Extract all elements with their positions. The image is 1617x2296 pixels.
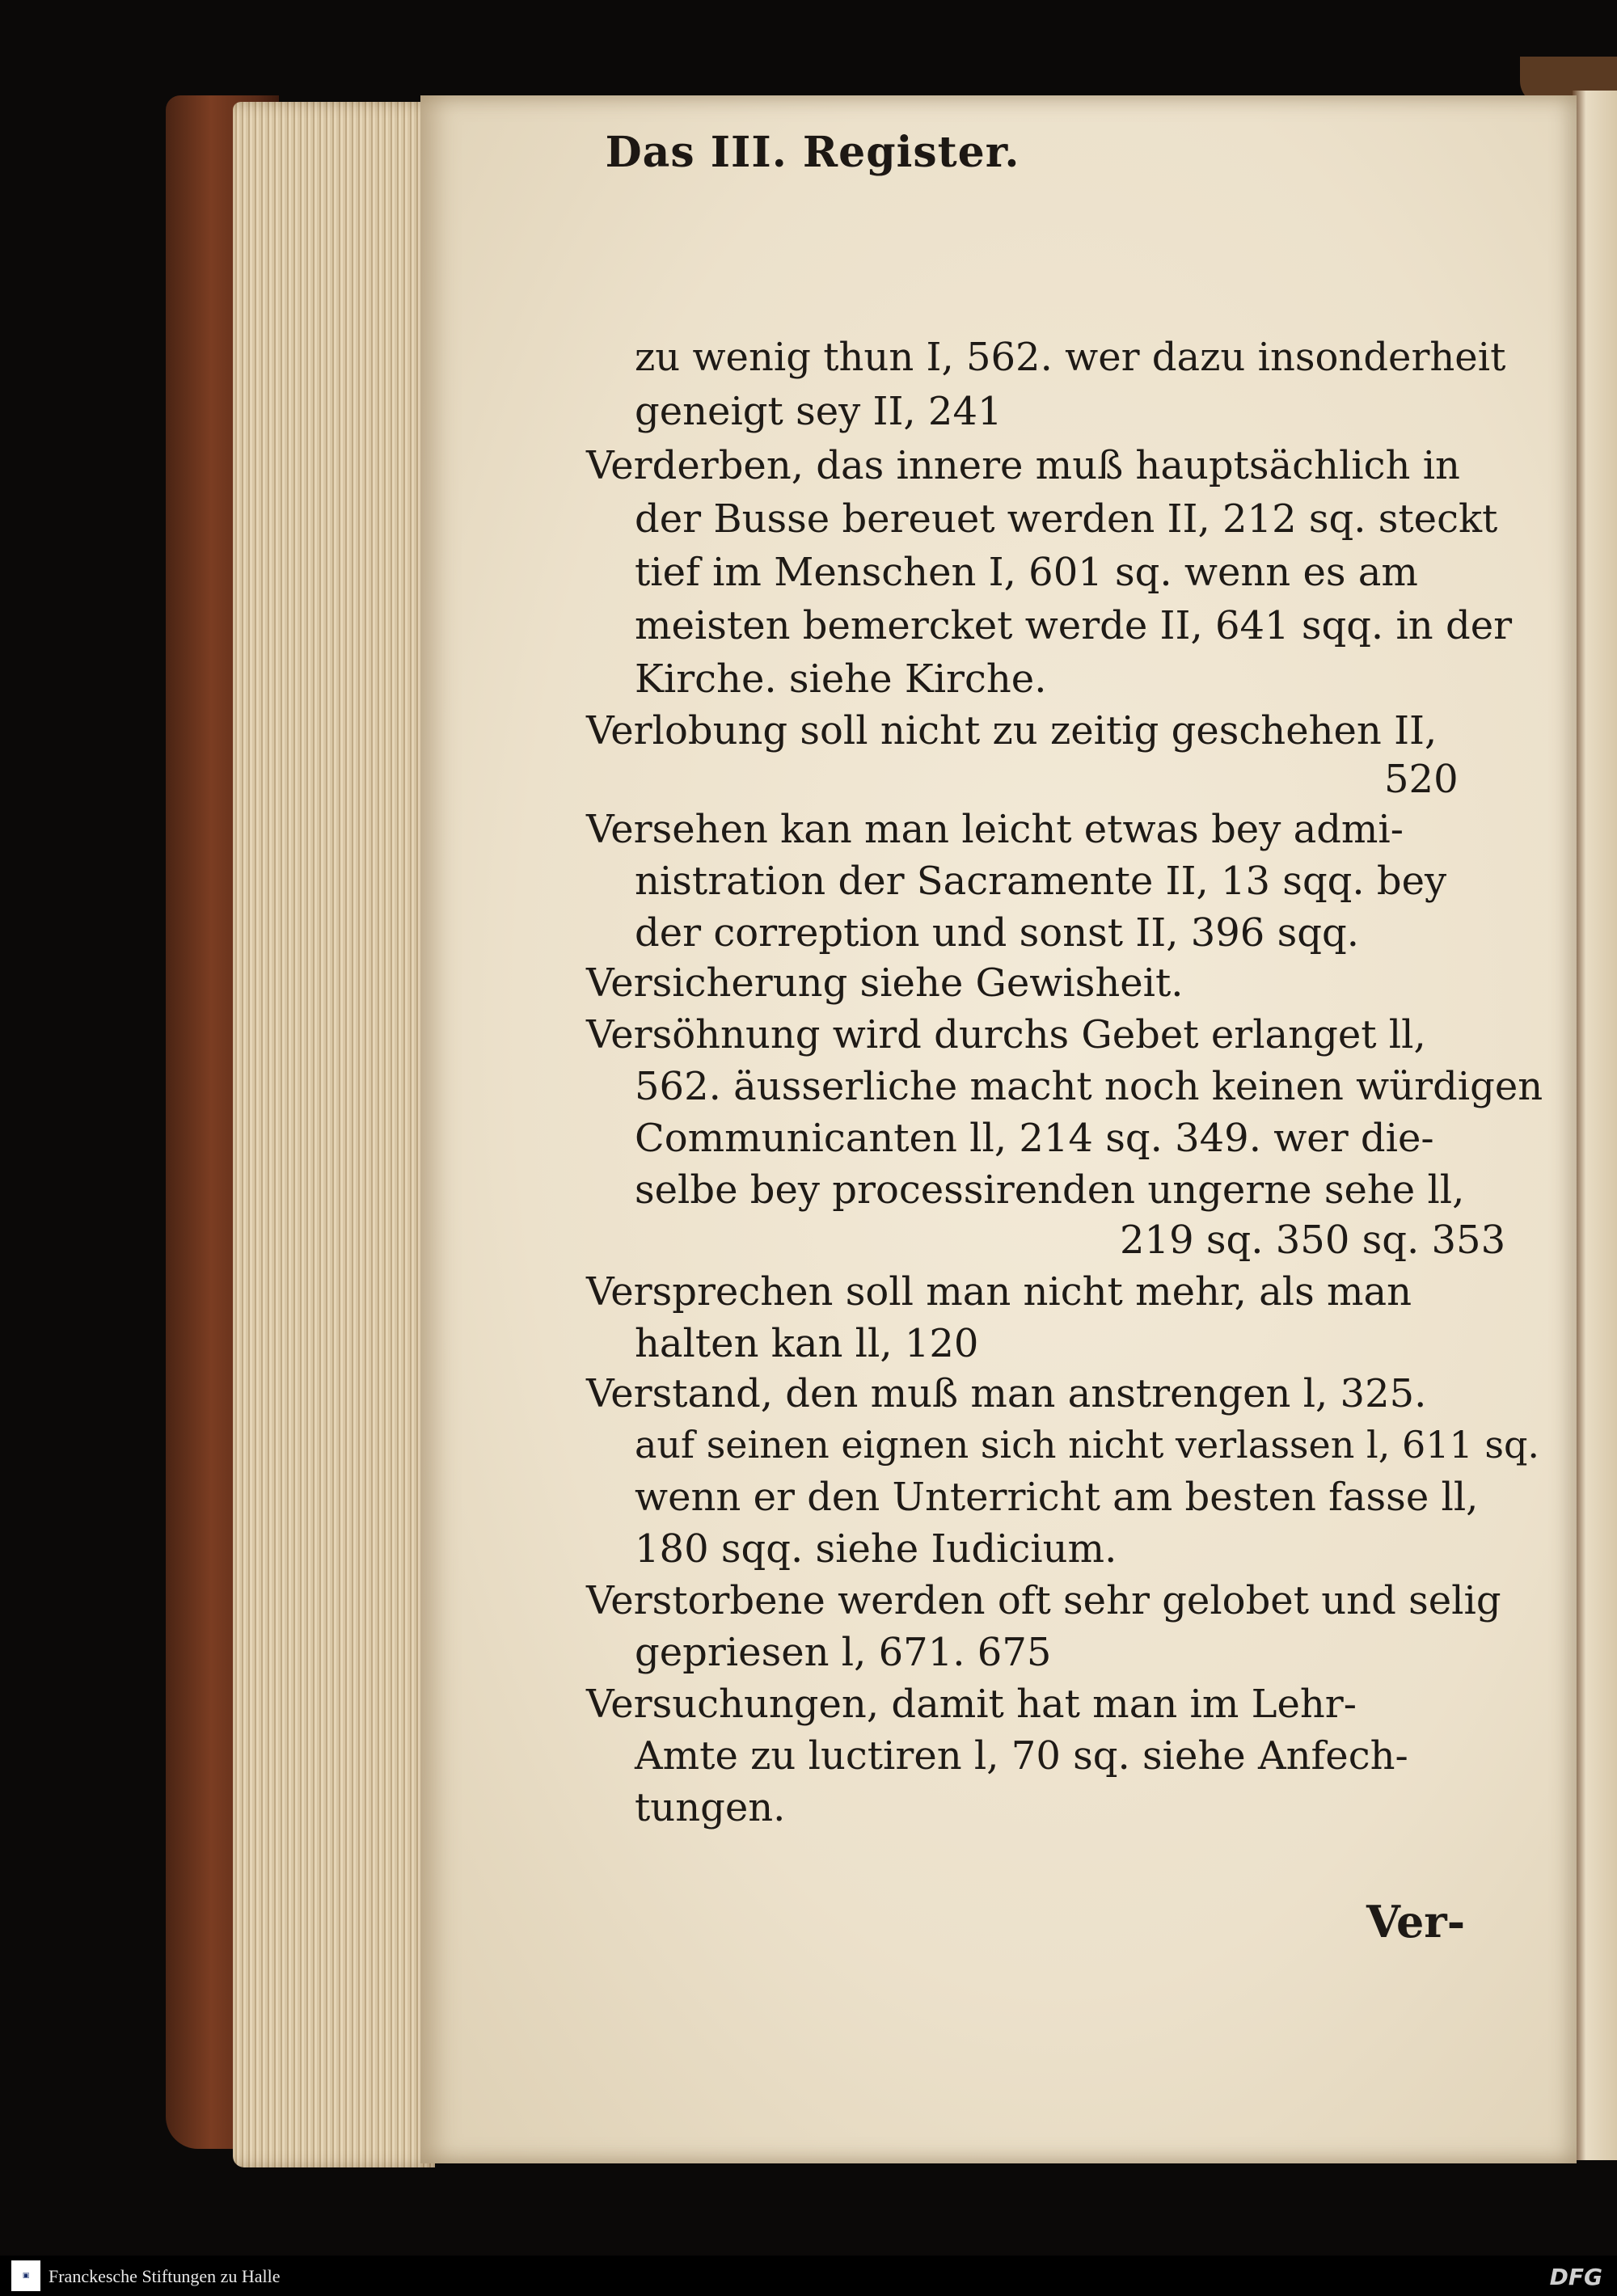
text-line: tungen.	[635, 1785, 786, 1830]
text-line: der Busse bereuet werden II, 212 sq. steckt	[635, 496, 1498, 542]
text-line: halten kan ll, 120	[635, 1321, 979, 1366]
text-line: Amte zu luctiren l, 70 sq. siehe Anfech-	[635, 1733, 1408, 1779]
text-line: Communicanten ll, 214 sq. 349. wer die-	[635, 1116, 1434, 1161]
text-line: nistration der Sacramente II, 13 sqq. bey	[635, 859, 1447, 904]
text-line: meisten bemercket werde II, 641 sqq. in der	[635, 603, 1513, 648]
text-line: Versehen kan man leicht etwas bey admi-	[586, 807, 1404, 852]
dfg-logo: DFG	[1549, 2264, 1602, 2290]
text-line: Verstand, den muß man anstrengen l, 325.	[586, 1371, 1427, 1416]
catchword: Ver-	[1366, 1896, 1466, 1948]
institution-logo: ▣	[11, 2260, 40, 2291]
text-line: zu wenig thun I, 562. wer dazu insonderheit	[635, 335, 1506, 380]
text-line: Verstorbene werden oft sehr gelobet und selig	[586, 1578, 1501, 1623]
institution-name: Franckesche Stiftungen zu Halle	[49, 2266, 281, 2286]
text-line: tief im Menschen I, 601 sq. wenn es am	[635, 550, 1418, 595]
text-line: gepriesen l, 671. 675	[635, 1630, 1052, 1675]
text-line: 219 sq. 350 sq. 353	[1120, 1218, 1506, 1263]
text-line: Versuchungen, damit hat man im Lehr-	[586, 1682, 1357, 1727]
text-line: geneigt sey II, 241	[635, 389, 1003, 434]
text-line: auf seinen eignen sich nicht verlassen l, 611 sq.	[635, 1423, 1540, 1467]
text-line: Versicherung siehe Gewisheit.	[586, 960, 1184, 1006]
text-line: Kirche. siehe Kirche.	[635, 656, 1047, 702]
text-line: Versöhnung wird durchs Gebet erlanget ll,	[586, 1012, 1426, 1057]
text-line: Verderben, das innere muß hauptsächlich in	[586, 443, 1460, 488]
text-line: 520	[1384, 757, 1459, 802]
text-line: Versprechen soll man nicht mehr, als man	[586, 1269, 1412, 1315]
text-line: 180 sqq. siehe Iudicium.	[635, 1526, 1117, 1572]
text-line: 562. äusserliche macht noch keinen würdigen	[635, 1064, 1543, 1109]
running-header: Das III. Register.	[605, 128, 1020, 177]
text-line: wenn er den Unterricht am besten fasse ll,	[635, 1475, 1479, 1520]
text-line: der correption und sonst II, 396 sqq.	[635, 910, 1359, 956]
text-line: Verlobung soll nicht zu zeitig geschehen II,	[586, 708, 1438, 753]
text-line: selbe bey processirenden ungerne sehe ll,	[635, 1167, 1465, 1213]
